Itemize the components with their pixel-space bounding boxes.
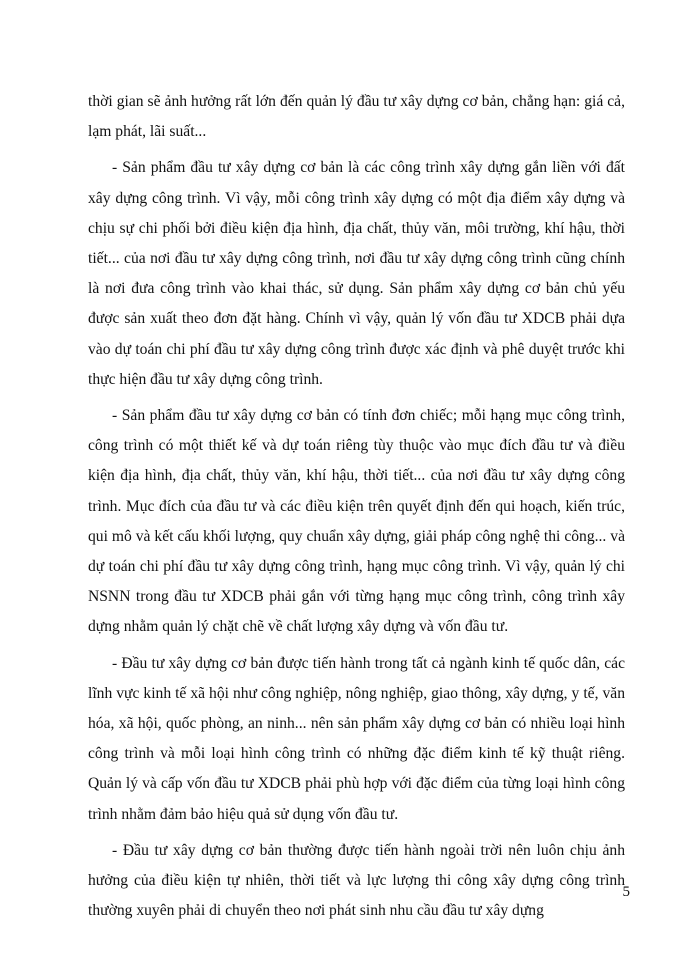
- page-number: 5: [622, 884, 630, 900]
- paragraph-construction-products-unique: - Sản phẩm đầu tư xây dựng cơ bản có tính đơn chiếc; mỗi hạng mục công trình, công trình có một thiết kế và dự toán riêng tùy thuộc vào mục đích đầu tư và điều kiện địa hình, địa chất, thủy văn, khí hậu, thời tiết... của nơi đầu tư xây dựng công trình. Mục đích của đầu tư và các điều kiện trên quyết định đến qui hoạch, kiến trúc, qui mô và kết cấu khối lượng, quy chuẩn xây dựng, giải pháp công nghệ thi công... và dự toán chi phí đầu tư xây dựng công trình, hạng mục công trình. Vì vậy, quản lý chi NSNN trong đầu tư XDCB phải gắn với từng hạng mục công trình, công trình xây dựng nhằm quản lý chặt chẽ về chất lượng xây dựng và vốn đầu tư.: [88, 407, 625, 636]
- paragraph-continuation: thời gian sẽ ảnh hưởng rất lớn đến quản lý đầu tư xây dựng cơ bản, chẳng hạn: giá cả, lạm phát, lãi suất...: [88, 93, 625, 141]
- paragraph-construction-sectors: - Đầu tư xây dựng cơ bản được tiến hành trong tất cả ngành kinh tế quốc dân, các lĩnh vực kinh tế xã hội như công nghiệp, nông nghiệp, giao thông, xây dựng, y tế, văn hóa, xã hội, quốc phòng, an ninh... nên sản phẩm xây dựng cơ bản có nhiều loại hình công trình và mỗi loại hình công trình có những đặc điểm kinh tế kỹ thuật riêng. Quản lý và cấp vốn đầu tư XDCB phải phù hợp với đặc điểm của từng loại hình công trình nhằm đảm bảo hiệu quả sử dụng vốn đầu tư.: [88, 654, 625, 823]
- body-text: [88, 87, 625, 932]
- paragraph-construction-outdoor: - Đầu tư xây dựng cơ bản thường được tiến hành ngoài trời nên luôn chịu ảnh hưởng của điều kiện tự nhiên, thời tiết và lực lượng thi công xây dựng công trình thường xuyên phải di chuyển theo nơi phát sinh nhu cầu đầu tư xây dựng: [88, 841, 625, 920]
- paragraph-construction-products-location: - Sản phẩm đầu tư xây dựng cơ bản là các công trình xây dựng gắn liền với đất xây dựng công trình. Vì vậy, mỗi công trình xây dựng có một địa điểm xây dựng và chịu sự chi phối bởi điều kiện địa hình, địa chất, thủy văn, môi trường, khí hậu, thời tiết... của nơi đầu tư xây dựng công trình, nơi đầu tư xây dựng công trình cũng chính là nơi đưa công trình vào khai thác, sử dụng. Sản phẩm xây dựng cơ bản chủ yếu được sản xuất theo đơn đặt hàng. Chính vì vậy, quản lý vốn đầu tư XDCB phải dựa vào dự toán chi phí đầu tư xây dựng công trình được xác định và phê duyệt trước khi thực hiện đầu tư xây dựng công trình.: [88, 159, 625, 388]
